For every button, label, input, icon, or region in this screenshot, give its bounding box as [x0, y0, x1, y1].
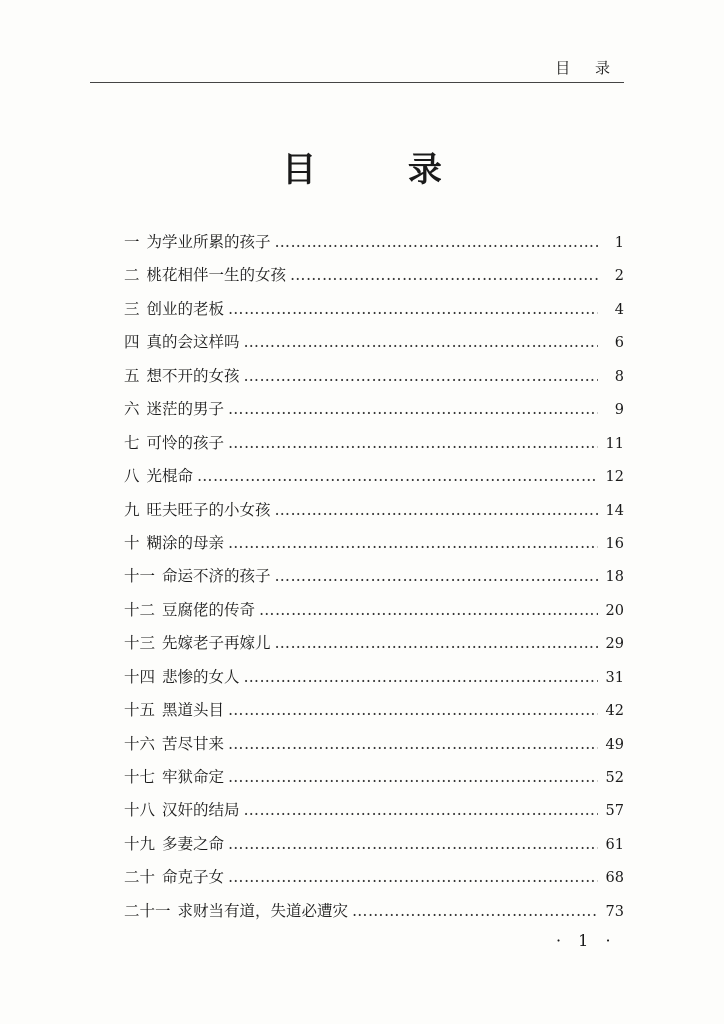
toc-entry[interactable]	[124, 732, 624, 765]
dot-leader	[197, 467, 598, 485]
header-rule	[90, 82, 624, 83]
chapter-page-number: 9	[614, 402, 624, 419]
dot-leader	[275, 634, 598, 652]
chapter-page-number: 29	[605, 636, 624, 653]
toc-entry[interactable]	[124, 263, 624, 296]
toc-entry[interactable]	[124, 498, 624, 531]
chapter-number: 二	[124, 266, 140, 285]
chapter-number: 九	[124, 500, 140, 519]
dot-leader	[275, 233, 598, 251]
chapter-number: 二十	[124, 868, 156, 887]
toc-entry[interactable]	[124, 464, 624, 497]
chapter-number: 十九	[124, 834, 156, 853]
chapter-title: 豆腐佬的传奇	[162, 600, 256, 619]
chapter-number: 十八	[124, 801, 156, 820]
chapter-title: 汉奸的结局	[162, 801, 240, 820]
chapter-number: 十七	[124, 768, 156, 786]
dot-leader	[352, 902, 598, 920]
dot-leader	[228, 835, 598, 853]
toc-entry[interactable]	[124, 698, 624, 731]
dot-leader	[228, 735, 598, 753]
chapter-page-number: 68	[605, 870, 624, 887]
toc-entry[interactable]	[124, 631, 624, 664]
dot-leader	[244, 801, 598, 819]
chapter-number: 二十一	[124, 901, 171, 920]
toc-entry[interactable]	[124, 297, 624, 330]
chapter-page-number: 4	[614, 301, 624, 318]
dot-leader	[244, 668, 598, 686]
chapter-number: 四	[124, 333, 140, 352]
chapter-title: 可怜的孩子	[146, 433, 225, 452]
chapter-number: 十五	[124, 701, 156, 720]
toc-entry[interactable]	[124, 865, 624, 898]
chapter-page-number: 73	[605, 903, 624, 920]
chapter-page-number: 1	[614, 235, 624, 251]
chapter-page-number: 52	[605, 770, 624, 786]
dot-leader	[228, 768, 598, 786]
dot-leader	[290, 266, 598, 284]
dot-leader	[228, 534, 598, 552]
chapter-title: 旺夫旺子的小女孩	[146, 500, 271, 519]
toc-entry[interactable]	[124, 665, 624, 698]
toc-entry[interactable]	[124, 899, 624, 932]
chapter-title: 黑道头目	[162, 701, 225, 720]
chapter-number: 三	[124, 299, 140, 318]
chapter-title: 苦尽甘来	[162, 734, 225, 753]
chapter-page-number: 12	[605, 469, 624, 486]
toc-entry[interactable]	[124, 364, 624, 397]
chapter-title: 悲惨的女人	[162, 667, 240, 686]
toc-entry[interactable]	[124, 832, 624, 865]
dot-leader	[228, 300, 598, 318]
dot-leader	[228, 434, 598, 452]
chapter-page-number: 16	[605, 535, 624, 552]
dot-leader	[228, 400, 598, 418]
chapter-title: 为学业所累的孩子	[146, 233, 271, 251]
table-of-contents	[124, 230, 624, 932]
chapter-title: 糊涂的母亲	[146, 533, 225, 552]
chapter-number: 八	[124, 467, 140, 486]
running-head: 目 录	[555, 59, 620, 77]
toc-entry[interactable]	[124, 564, 624, 597]
chapter-page-number: 20	[605, 602, 624, 619]
chapter-page-number: 8	[614, 368, 624, 385]
chapter-title: 光棍命	[146, 467, 194, 486]
dot-leader	[244, 367, 598, 385]
chapter-title: 命运不济的孩子	[162, 567, 271, 586]
dot-leader	[228, 868, 598, 886]
toc-entry[interactable]	[124, 798, 624, 831]
chapter-number: 十三	[124, 634, 156, 653]
chapter-number: 十一	[124, 567, 156, 586]
chapter-title: 求财当有道，失道必遭灾	[177, 901, 349, 920]
chapter-title: 多妻之命	[162, 834, 225, 853]
toc-entry[interactable]	[124, 397, 624, 430]
chapter-page-number: 42	[605, 703, 624, 720]
chapter-page-number: 31	[605, 669, 624, 686]
chapter-number: 七	[124, 433, 140, 452]
toc-entry[interactable]	[124, 765, 624, 798]
chapter-title: 先嫁老子再嫁儿	[162, 634, 271, 653]
chapter-page-number: 11	[605, 435, 624, 452]
chapter-number: 一	[124, 233, 140, 251]
dot-leader	[228, 701, 598, 719]
chapter-title: 创业的老板	[146, 299, 225, 318]
page-title: 目 录	[282, 150, 482, 190]
dot-leader	[275, 567, 598, 585]
chapter-page-number: 57	[605, 803, 624, 820]
chapter-title: 真的会这样吗	[146, 333, 240, 352]
dot-leader	[244, 333, 598, 351]
toc-entry[interactable]	[124, 330, 624, 363]
chapter-page-number: 2	[614, 268, 624, 285]
toc-entry[interactable]	[124, 230, 624, 263]
chapter-number: 十六	[124, 734, 156, 753]
chapter-page-number: 6	[614, 335, 624, 352]
chapter-title: 迷茫的男子	[146, 400, 225, 419]
chapter-title: 牢狱命定	[162, 768, 225, 786]
chapter-page-number: 61	[605, 836, 624, 853]
chapter-page-number: 14	[605, 502, 624, 519]
chapter-title: 命克子女	[162, 868, 225, 887]
chapter-title: 想不开的女孩	[146, 366, 240, 385]
chapter-number: 十二	[124, 600, 156, 619]
toc-entry[interactable]	[124, 598, 624, 631]
page-number: · 1 ·	[556, 931, 617, 950]
toc-entry[interactable]	[124, 431, 624, 464]
dot-leader	[275, 501, 598, 519]
dot-leader	[259, 601, 598, 619]
toc-entry[interactable]	[124, 531, 624, 564]
chapter-page-number: 18	[605, 569, 624, 586]
chapter-number: 十四	[124, 667, 156, 686]
chapter-page-number: 49	[605, 736, 624, 753]
chapter-title: 桃花相伴一生的女孩	[146, 266, 287, 285]
chapter-number: 十	[124, 533, 140, 552]
chapter-number: 六	[124, 400, 140, 419]
chapter-number: 五	[124, 366, 140, 385]
